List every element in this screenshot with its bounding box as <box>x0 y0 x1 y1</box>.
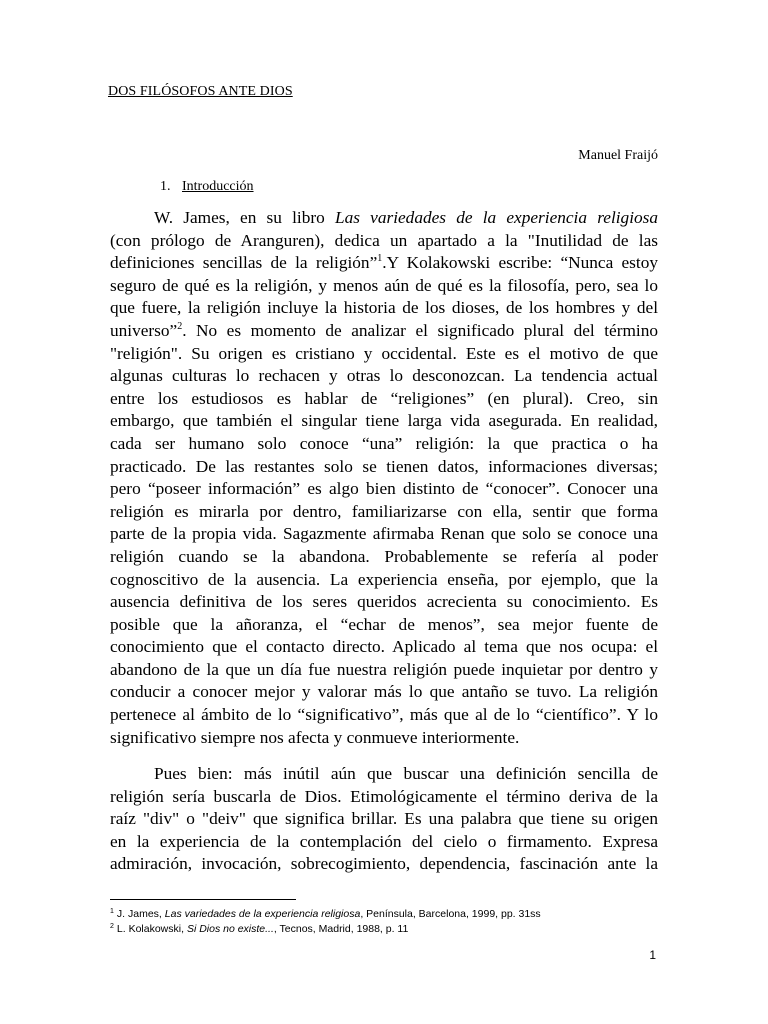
paragraph-1 <box>110 207 658 749</box>
paragraph-2 <box>110 763 658 876</box>
text-line: (con prólogo de Aranguren), dedica un apartado a la "Inutilidad de las <box>110 230 658 250</box>
text-line: raíz "div" o "deiv" que significa brillar. Es una palabra que tiene su origen <box>110 809 658 829</box>
text-line: religión cuando se la abandona. Probablemente se refería al poder <box>110 546 658 566</box>
text-line: cognoscitivo de la ausencia. La experiencia enseña, por ejemplo, que la <box>110 569 658 589</box>
book-title: Las variedades de la experiencia religiosa <box>334 208 659 227</box>
text-line: pero “poseer información” es algo bien distinto de “conocer”. Conocer una <box>110 479 658 499</box>
text-line: pertenece al ámbito de lo “significativo”, más que al de lo “científico”. Y lo <box>110 705 658 725</box>
footnote-ref-1: 1 <box>377 253 383 265</box>
text-line: parte de la propia vida. Sagazmente afirmaba Renan que solo se conoce una <box>110 524 658 544</box>
text-line: admiración, invocación, sobrecogimiento, dependencia, fascinación ante la <box>110 854 658 874</box>
page-number: 1 <box>649 948 656 962</box>
text-line: religión sería buscarla de Dios. Etimológicamente el término deriva de la <box>110 786 658 806</box>
footnotes <box>110 907 658 937</box>
text-line: algunas culturas lo rechacen y otras lo desconozcan. La tendencia actual <box>110 366 658 386</box>
text-line: practicado. De las restantes solo se tienen datos, informaciones diversas; <box>110 456 658 476</box>
footnote-separator <box>110 899 296 900</box>
text-line: cada ser humano solo conoce “una” religión: la que practica o ha <box>110 433 658 453</box>
text-line: W. James, en su libro Las variedades de la experiencia religiosa <box>154 208 659 227</box>
text-line: embargo, que también el singular tiene larga vida asegurada. En realidad, <box>110 411 658 431</box>
text-line: universo”$^2$. No es momento de analizar el significado plural del término <box>110 320 658 340</box>
text-line: abandono de la que un día fue nuestra religión puede inquietar por dentro y <box>110 659 658 679</box>
text-line: Pues bien: más inútil aún que buscar una definición sencilla de <box>154 764 658 783</box>
footnote-1: $^1$ J. James, Las variedades de la experiencia religiosa, Península, Barcelona, 1999, pp. 31ss <box>110 908 541 920</box>
text-line: conocimiento que el contacto directo. Aplicado al tema que nos ocupa: el <box>110 637 658 657</box>
text-line: significativo siempre nos afecta y conmueve interiormente. <box>110 727 520 747</box>
document-title: DOS FILÓSOFOS ANTE DIOS <box>108 84 293 99</box>
author-name: Manuel Fraijó <box>578 148 658 163</box>
text-line: conducir a conocer mejor y valorar más lo que antaño se tuvo. La religión <box>110 682 658 702</box>
text-line: posible que la añoranza, el “echar de menos”, sea mejor fuente de <box>110 614 658 634</box>
text-line: ausencia definitiva de los seres queridos acrecienta su conocimiento. Es <box>110 592 658 612</box>
section-number: 1. <box>160 179 171 194</box>
footnote-ref-2: 2 <box>177 320 183 332</box>
text-line: "religión". Su origen es cristiano y occidental. Este es el motivo de que <box>110 343 658 363</box>
text-line: que fuere, la religión incluye la historia de los dioses, de los hombres y del <box>110 298 658 318</box>
section-heading <box>160 179 254 195</box>
text-line: religión es mirarla por dentro, familiarizarse con ella, sentir que forma <box>110 501 658 521</box>
section-title: Introducción <box>182 179 254 194</box>
footnote-2: $^2$ L. Kolakowski, Si Dios no existe..., Tecnos, Madrid, 1988, p. 11 <box>110 923 409 935</box>
text-line: seguro de qué es la religión, y menos aún de qué es la filosofía, pero, sea lo <box>110 275 658 295</box>
text-line: en la experiencia de la contemplación del cielo o firmamento. Expresa <box>110 831 658 851</box>
text-line: entre los estudiosos es hablar de “religiones” (en plural). Creo, sin <box>110 388 658 408</box>
text-line: definiciones sencillas de la religión”$^1$.Y Kolakowski escribe: “Nunca estoy <box>110 253 658 273</box>
